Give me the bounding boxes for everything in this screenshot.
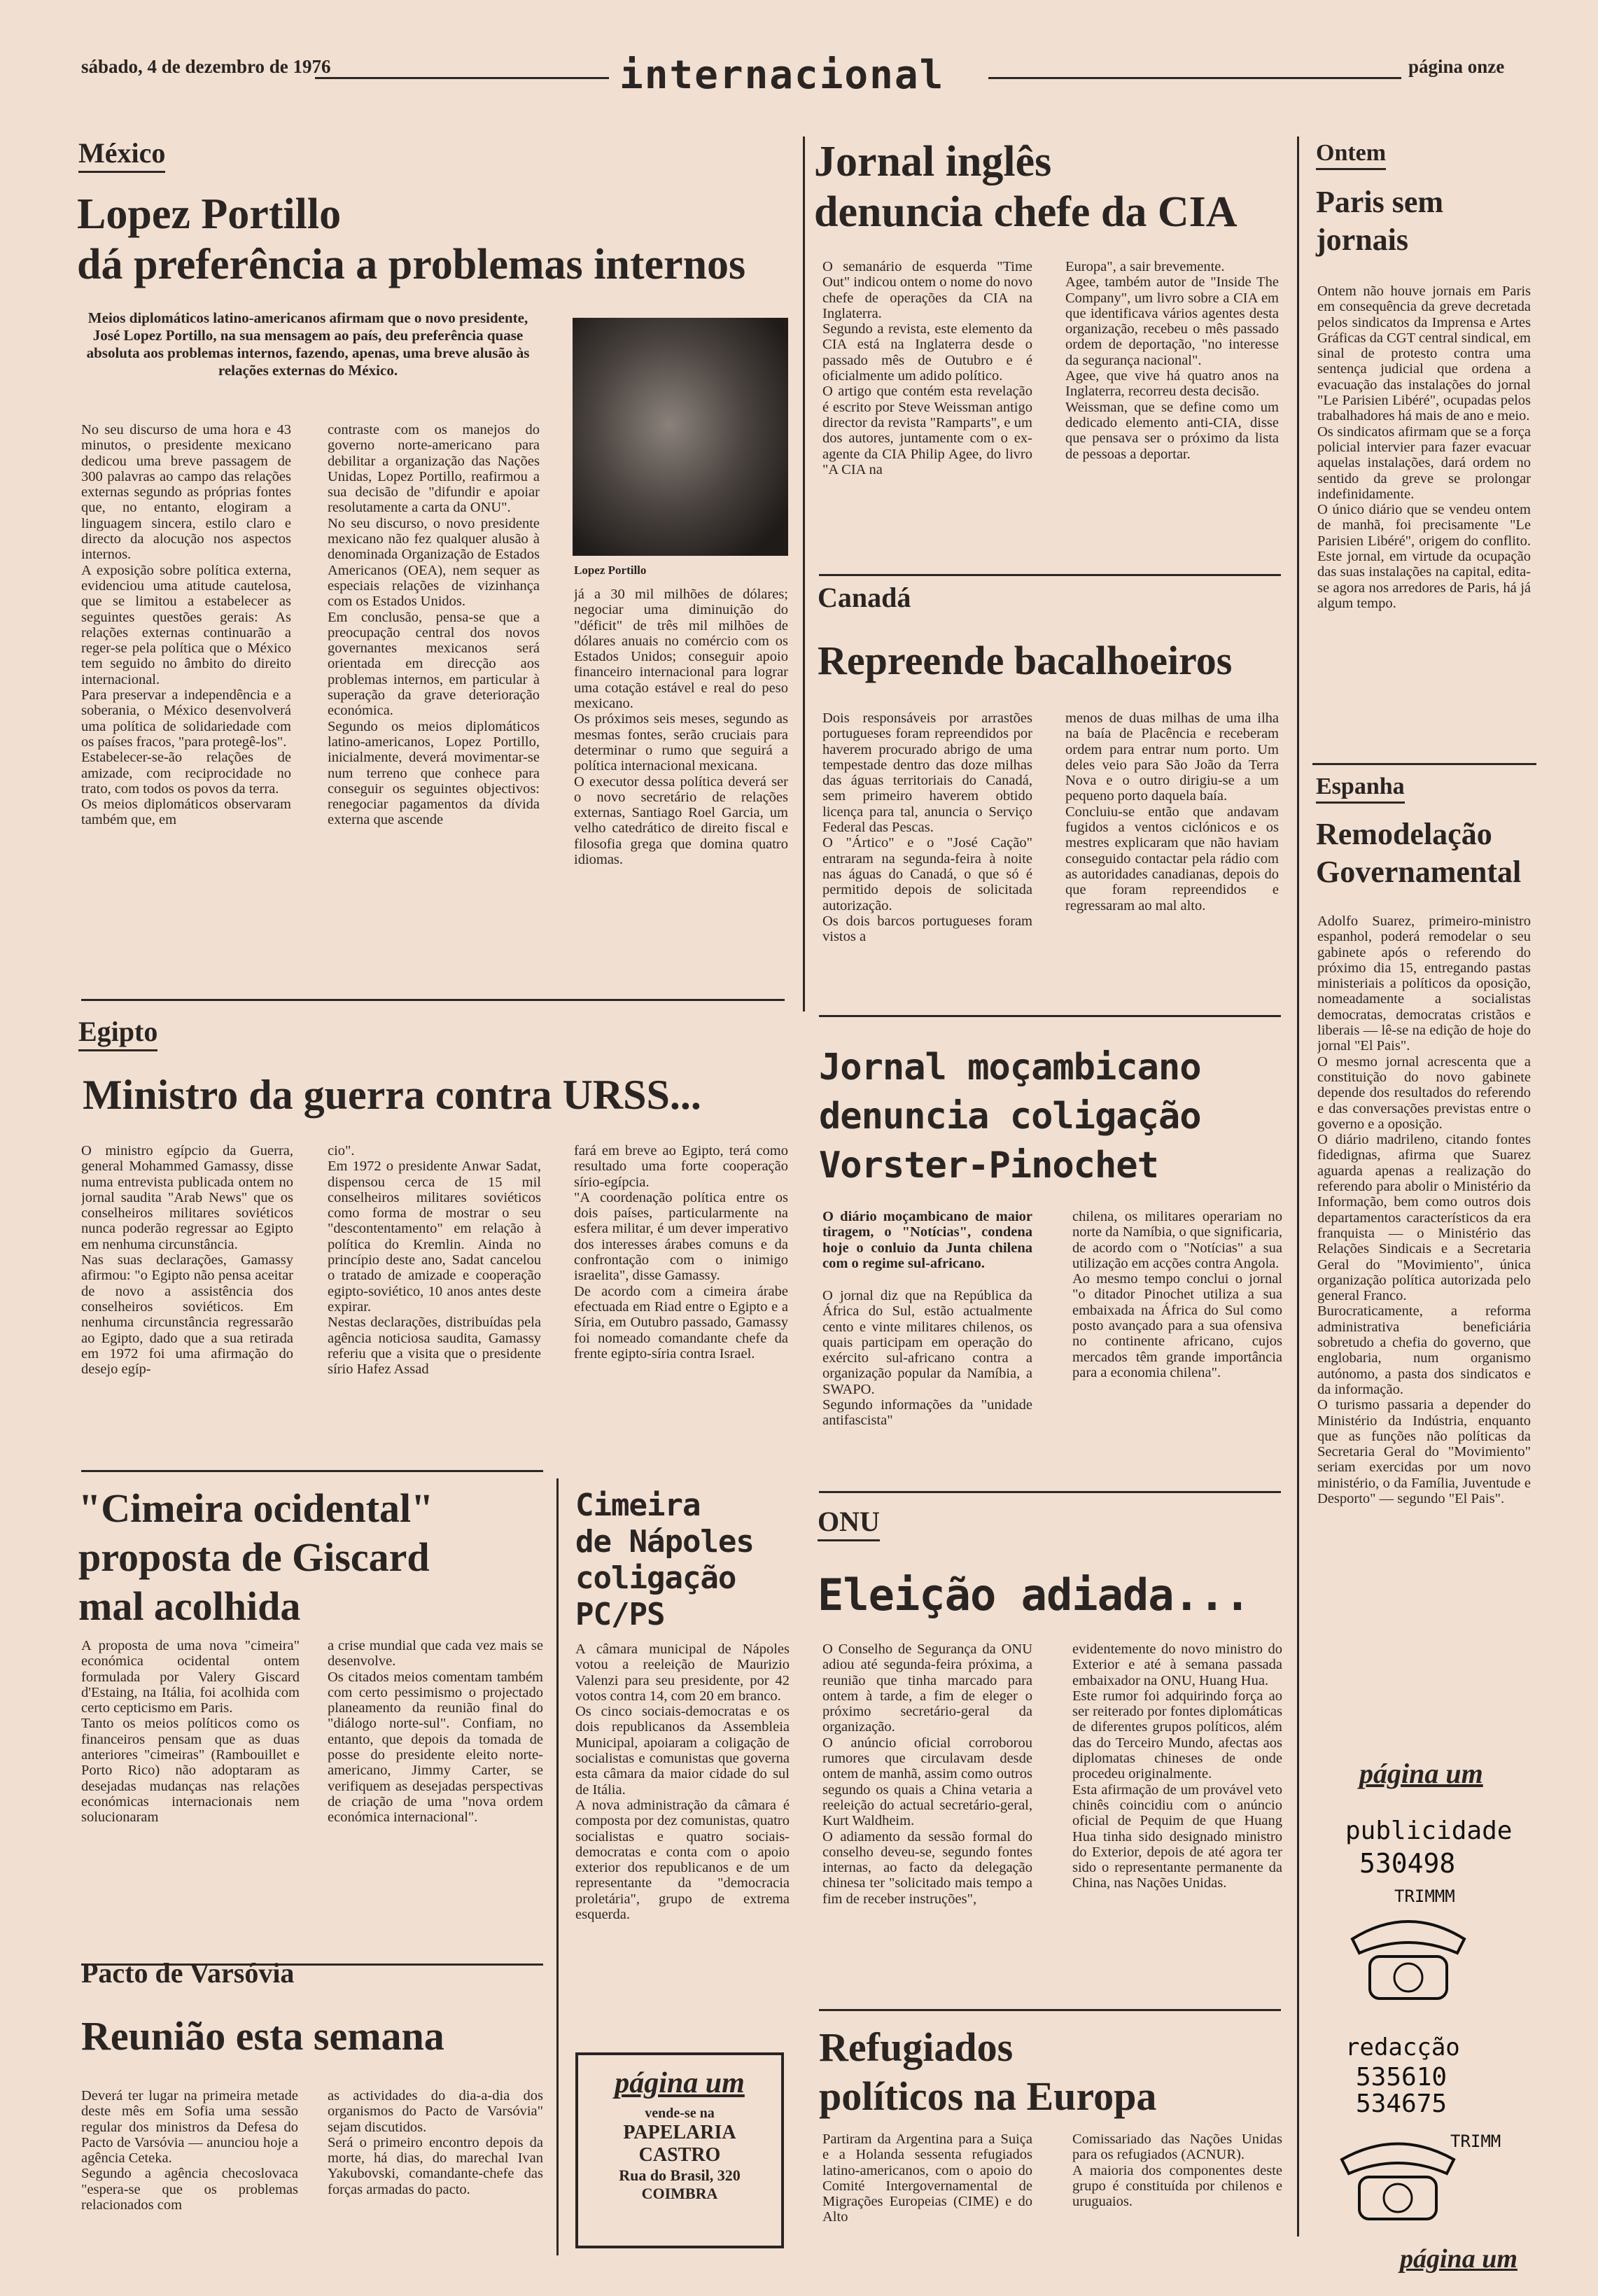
section-rule xyxy=(819,574,1281,576)
ring-text: TRIMM xyxy=(1450,2132,1501,2151)
egipto-col3: fará em breve ao Egipto, terá como resultado uma forte cooperação sírio-egípcia. "A coordenação política entre os dois países, particularmente na esfera militar, é um dever imperativo dos interesses árabes comuns e da confrontação com o inimigo israelita", disse Gamassy. De acordo com a cimeira árabe efectuada em Riad entre o Egipto e a Síria, em Outubro passado, Gamassy foi nomeado comandante chefe da frente egipto-síria contra Israel. xyxy=(574,1143,788,1362)
contacts-ad xyxy=(1317,1754,1538,2230)
publicidade-label: publicidade xyxy=(1345,1816,1513,1845)
column-rule xyxy=(1297,136,1299,2236)
espanha-headline: Remodelação Governamental xyxy=(1316,817,1522,889)
onu-headline: Eleição adiada... xyxy=(818,1569,1250,1620)
mexico-col3: já a 30 mil milhões de dólares; negociar uma diminuição do "déficit" de três mil milhões de dólares anuais no comércio com os Estados Unidos; conseguir apoio financeiro internacional para lograr uma cotação estável e real do peso mexicano. Os próximos seis meses, segundo as mesmas fontes, serão cruciais para determinar o rumo que seguirá a política internacional mexicana. O executor dessa política deverá ser o novo secretário de relações externas, Santiago Roel Garcia, um velho catedrático de direito fiscal e filosofia grega que domina quatro idiomas. xyxy=(574,587,788,868)
publicidade-phone: 530498 xyxy=(1359,1848,1456,1879)
section-rule xyxy=(819,1491,1281,1493)
mocambique-col2: chilena, os militares operariam no norte da Namíbia, o que significaria, de acordo com o "Notícias" a sua utilização em acções contra Angola. Ao mesmo tempo conclui o jornal "o ditador Pinochet utiliza a sua embaixada na África do Sul como posto avançado para a sua ofensiva no continente africano, cujos mercados têm grande importância para a economia chilena". xyxy=(1072,1209,1282,1380)
onu-col1: O Conselho de Segurança da ONU adiou até segunda-feira próxima, a reunião que tinha marcado para ontem à tarde, a fim de eleger o próximo secretário-geral da organização. O anúncio oficial corroborou rumores que circulavam desde ontem de manhã, assim como outros segundo os quais a China vetaria a reeleição do actual secretário-geral, Kurt Waldheim. O adiamento da sessão formal do conselho deveu-se, segundo fontes internas, ao facto da delegação chinesa ter "solicitado mais tempo a fim de receber instruções", xyxy=(822,1642,1032,1907)
cimeira-col1: A proposta de uma nova "cimeira" económica ocidental ontem formulada por Valery Giscard d'Estaing, na Itália, foi acolhida com certo cepticismo em Paris. Tanto os meios políticos como os financeiros pensam que as duas anteriores "cimeiras" (Rambouillet e Porto Rico) não adoptaram as desejadas mudanças nas relações económicas internacionais nem solucionaram xyxy=(81,1638,300,1826)
refugiados-col1: Partiram da Argentina para a Suiça e a Holanda sessenta refugiados latino-americanos, com o apoio do Comité Intergovernamental de Migrações Europeias (CIME) e do Alto xyxy=(822,2132,1032,2225)
mocambique-col1-lead: O diário moçambicano de maior tiragem, o "Notícias", condena hoje o conluio da Junta chilena com o regime sul-africano. xyxy=(822,1209,1032,1271)
redaccao-phone-2: 534675 xyxy=(1356,2090,1448,2118)
page-number: página onze xyxy=(1408,56,1505,77)
egipto-col1: O ministro egípcio da Guerra, general Mohammed Gamassy, disse numa entrevista publicada ontem no jornal saudita "Arab News" que os conselheiros militares soviéticos nunca poderão regressar ao Egipto em nenhuma circunstância. Nas suas declarações, Gamassy afirmou: "o Egipto não pensa aceitar de novo a assistência dos conselheiros soviéticos. Em nenhuma circunstância regressarão ao Egipto, dado que a sua retirada em 1972 foi uma afirmação do desejo egíp- xyxy=(81,1143,293,1378)
napoles-headline: Cimeira de Nápoles coligação PC/PS xyxy=(575,1488,754,1632)
ad-line: COIMBRA xyxy=(641,2185,718,2202)
canada-kicker: Canadá xyxy=(818,582,911,613)
redaccao-phone-1: 535610 xyxy=(1356,2063,1448,2092)
section-rule xyxy=(819,2009,1281,2011)
ad-line: CASTRO xyxy=(638,2144,721,2166)
cia-headline: Jornal inglês denuncia chefe da CIA xyxy=(814,138,1238,236)
mexico-col2: contraste com os manejos do governo norte-americano para debilitar a organização das Nações Unidas, Lopez Portillo, reafirmou a sua decisão de "difundir e apoiar resolutamente a carta da ONU". No seu discurso, o novo presidente mexicano não fez qualquer alusão à denominada Organização de Estados Americanos (OEA), nem sequer as especiais relações de vizinhança com os Estados Unidos. Em conclusão, pensa-se que a preocupação central dos novos governantes mexicanos será orientada em direcção aos problemas internos, em particular à superação da grave deterioração económica. Segundo os meios diplomáticos latino-americanos, Lopez Portillo, inicialmente, deverá movimentar-se num terreno que conhece para conseguir os seguintes objectivos: renegociar pagamentos da dívida externa que ascende xyxy=(328,422,540,828)
section-rule xyxy=(819,1015,1281,1017)
canada-col2: menos de duas milhas de uma ilha na baía de Placência e receberam ordem para entrar num porto. Um deles veio para São João da Terra Nova e o outro dirigiu-se a um pequeno porto daquela baía. Concluiu-se então que andavam fugidos a ventos ciclónicos e os mestres explicaram que não haviam conseguido contactar pela rádio com as autoridades canadianas, depois do que foram repreendidos e regressaram ao mal alto. xyxy=(1065,710,1279,913)
espanha-kicker: Espanha xyxy=(1316,774,1405,804)
papelaria-ad xyxy=(575,2052,784,2248)
mocambique-headline: Jornal moçambicano denuncia coligação Vorster-Pinochet xyxy=(819,1046,1201,1186)
section-title: internacional xyxy=(619,52,945,98)
telephone-icon xyxy=(1328,2124,1468,2230)
mocambique-col1: O jornal diz que na República da África do Sul, estão actualmente cento e vinte militares chilenos, os quais participam em operação do exército sul-africano contra a organização popular da Namíbia, a SWAPO. Segundo informações da "unidade antifascista" xyxy=(822,1288,1032,1429)
refugiados-headline: Refugiados políticos na Europa xyxy=(819,2024,1157,2119)
canada-headline: Repreende bacalhoeiros xyxy=(818,638,1233,683)
ring-text: TRIMMM xyxy=(1394,1886,1455,1906)
ad-line: Rua do Brasil, 320 xyxy=(619,2166,741,2184)
section-rule xyxy=(1312,763,1536,765)
cia-col1: O semanário de esquerda "Time Out" indicou ontem o nome do novo chefe de operações da CIA na Inglaterra. Segundo a revista, este elemento da CIA está na Inglaterra desde o passado mês de Outubro e é oficialmente um adido político. O artigo que contém esta revelação é escrito por Steve Weissman antigo director da revista "Ramparts", e um dos autores, juntamente com o ex-agente da CIA Philip Agee, do livro "A CIA na xyxy=(822,259,1032,477)
varsovia-kicker: Pacto de Varsóvia xyxy=(81,1957,295,1989)
espanha-body: Adolfo Suarez, primeiro-ministro espanhol, poderá remodelar o seu gabinete após o referendo do próximo dia 15, entregando pastas ministeriais a políticos da oposição, nomeadamente a socialistas democratas, democratas cristãos e liberais — lê-se na edição de hoje do jornal "El Pais". O mesmo jornal acrescenta que a constituição do novo gabinete depende dos resultados do referendo e das conversações previstas entre o governo e a oposição. O diário madrileno, citando fontes fidedignas, afirma que Suarez aguarda apenas a realização do referendo para abolir o Ministério da Informação, bem como outros dois departamentos característicos da era franquista — o Ministério das Relações Sindicais e a Secretaria Geral do "Movimiento", única organização política autorizada pelo general Franco. Burocraticamente, a reforma administrativa beneficiária sobretudo a chefia do governo, que englobaria, num organismo autónomo, a pasta dos sindicatos e da informação. O turismo passaria a depender do Ministério da Indústria, enquanto que as funções não políticas da Secretaria Geral do "Movimiento" seriam exercidas por um novo ministério, o da Família, Juventude e Desporto" — segundo "El Pais". xyxy=(1317,913,1531,1506)
pagina-um-logo: página um xyxy=(1359,1758,1483,1789)
paris-body: Ontem não houve jornais em Paris em consequência da greve decretada pelos sindicatos da Imprensa e Artes Gráficas da CGT central sindical, em sinal de protesto contra uma sentença judicial que ordena a evacuação das instalações do jornal "Le Parisien Libéré", ocupadas pelos trabalhadores há mais de ano e meio. Os sindicatos afirmam que se a força policial intervier para fazer evacuar aquelas instalações, dará ordem no sentido da greve se prolongar indefinidamente. O único diário que se vendeu ontem de manhã, foi precisamente "Le Parisien Libéré", origem do conflito. Este jornal, em virtude da ocupação das suas instalações na capital, edita-se agora nos arredores de Paris, há já algum tempo. xyxy=(1317,284,1531,611)
cimeira-col2: a crise mundial que cada vez mais se desenvolve. Os citados meios comentam também com certo pessimismo o projectado planeamento da reunião final do "diálogo norte-sul". Confiam, no entanto, que depois da tomada de posse do presidente eleito norte-americano, Jimmy Carter, se verifiquem as desejadas perspectivas de criação de uma "nova ordem económica internacional". xyxy=(328,1638,543,1826)
egipto-kicker: Egipto xyxy=(78,1015,157,1051)
cia-col2: Europa", a sair brevemente. Agee, também autor de "Inside The Company", um livro sobre a CIA em que identificava vários agentes desta organização, recebeu o mês passado ordem de deportação, "no interesse da segurança nacional". Agee, que vive há quatro anos na Inglaterra, recorreu desta decisão. Weissman, que se define como um dedicado elemento anti-CIA, disse que pensava ser o próximo da lista de pessoas a deportar. xyxy=(1065,259,1279,462)
egipto-col2: cio". Em 1972 o presidente Anwar Sadat, dispensou cerca de 15 mil conselheiros militares soviéticos como forma de mostrar o seu "descontentamento" em relação à política do Kremlin. Ainda no princípio deste ano, Sadat cancelou o tratado de amizade e cooperação egipto-soviético, 10 anos antes deste expirar. Nestas declarações, distribuídas pela agência noticiosa saudita, Gamassy referiu que a visita que o presidente sírio Hafez Assad xyxy=(328,1143,541,1378)
pagina-um-logo: página um xyxy=(615,2067,745,2099)
cimeira-headline: "Cimeira ocidental" proposta de Giscard mal acolhida xyxy=(78,1485,434,1629)
varsovia-col2: as actividades do dia-a-dia dos organismos do Pacto de Varsóvia" sejam discutidos. Será o primeiro encontro depois da morte, há dias, do marechal Ivan Yakubovski, comandante-chefe das forças armadas do pacto. xyxy=(328,2088,543,2197)
footer-logo: página um xyxy=(1400,2244,1518,2274)
mexico-headline: Lopez Portillo dá preferência a problemas internos xyxy=(77,190,746,288)
mexico-kicker: México xyxy=(78,136,165,173)
ad-line: PAPELARIA xyxy=(623,2122,736,2143)
telephone-icon xyxy=(1338,1897,1478,2009)
header-date: sábado, 4 de dezembro de 1976 xyxy=(81,56,331,77)
ad-line: vende-se na xyxy=(645,2106,715,2121)
egipto-headline: Ministro da guerra contra URSS... xyxy=(83,1072,701,1118)
onu-kicker: ONU xyxy=(818,1505,880,1541)
mexico-lead: Meios diplomáticos latino-americanos afirmam que o novo presidente, José Lopez Portillo, na sua mensagem ao país, deu preferência quase absoluta aos problemas internos, fazendo, apenas, uma breve alusão às relações externas do México. xyxy=(86,309,530,379)
lopez-portillo-photo xyxy=(573,318,788,556)
section-rule xyxy=(81,999,785,1001)
varsovia-headline: Reunião esta semana xyxy=(81,2013,444,2059)
column-rule xyxy=(556,1478,559,2255)
varsovia-col1: Deverá ter lugar na primeira metade deste mês em Sofia uma sessão regular dos ministros da Defesa do Pacto de Varsóvia — anunciou hoje a agência Ceteka. Segundo a agência checoslovaca "espera-se que os problemas relacionados com xyxy=(81,2088,298,2213)
column-rule xyxy=(803,136,805,1011)
canada-col1: Dois responsáveis por arrastões portugueses foram repreendidos por haverem procurado abrigo de uma tempestade dentro das doze milhas das águas territoriais do Canadá, sem primeiro haverem obtido licença para tal, anuncia o Serviço Federal das Pescas. O "Ártico" e o "José Cação" entraram na segunda-feira à noite nas águas do Canadá, o que só é permitido depois de solicitada autorização. Os dois barcos portugueses foram vistos a xyxy=(822,710,1032,945)
paris-headline: Paris sem jornais xyxy=(1316,185,1444,257)
onu-col2: evidentemente do novo ministro do Exterior e até à semana passada embaixador na ONU, Huang Hua. Este rumor foi adquirindo força ao ser reiterado por fontes diplomáticas de diferentes grupos políticos, além das do Terceiro Mundo, afectas aos diplomatas chineses de onde procedeu originalmente. Esta afirmação de um provável veto chinês coincidiu com o anúncio oficial de Pequim de que Huang Hua tinha sido designado ministro do Exterior, depois de até agora ter sido o representante permanente da China, nas Nações Unidas. xyxy=(1072,1642,1282,1891)
photo-caption: Lopez Portillo xyxy=(574,564,647,577)
section-rule xyxy=(81,1470,543,1472)
napoles-body: A câmara municipal de Nápoles votou a reeleição de Maurizio Valenzi para seu presidente, por 42 votos contra 14, com 20 em branco. Os cinco sociais-democratas e os dois republicanos da Assembleia Municipal, apoiaram a coligação de socialistas e comunistas que governa esta câmara da maior cidade do sul de Itália. A nova administração da câmara é composta por dez comunistas, quatro socialistas e quatro sociais-democratas e conta com o apoio exterior dos republicanos e de um representante da "democracia proletária", grupo de extrema esquerda. xyxy=(575,1642,790,1923)
mexico-col1: No seu discurso de uma hora e 43 minutos, o presidente mexicano dedicou uma breve passagem de 300 palavras ao campo das relações externas segundo as próprias fontes que, no entanto, elogiram a linguagem sincera, estilo claro e directo da alocução nos aspectos internos. A exposição sobre política externa, evidenciou uma atitude cautelosa, que se limitou a estabelecer as seguintes questões gerais: As relações externas continuarão a reger-se pela política que o México tem seguido no âmbito do direito internacional. Para preservar a independência e a soberania, o México desenvolverá uma política de solidariedade com os países fracos, "para protegê-los". Estabelecer-se-ão relações de amizade, com reciprocidade no trato, com todos os povos da terra. Os meios diplomáticos observaram também que, em xyxy=(81,422,291,828)
refugiados-col2: Comissariado das Nações Unidas para os refugiados (ACNUR). A maioria dos componentes deste grupo é constituída por chilenos e uruguaios. xyxy=(1072,2132,1282,2210)
paris-kicker: Ontem xyxy=(1316,140,1386,170)
redaccao-label: redacção xyxy=(1345,2033,1460,2062)
